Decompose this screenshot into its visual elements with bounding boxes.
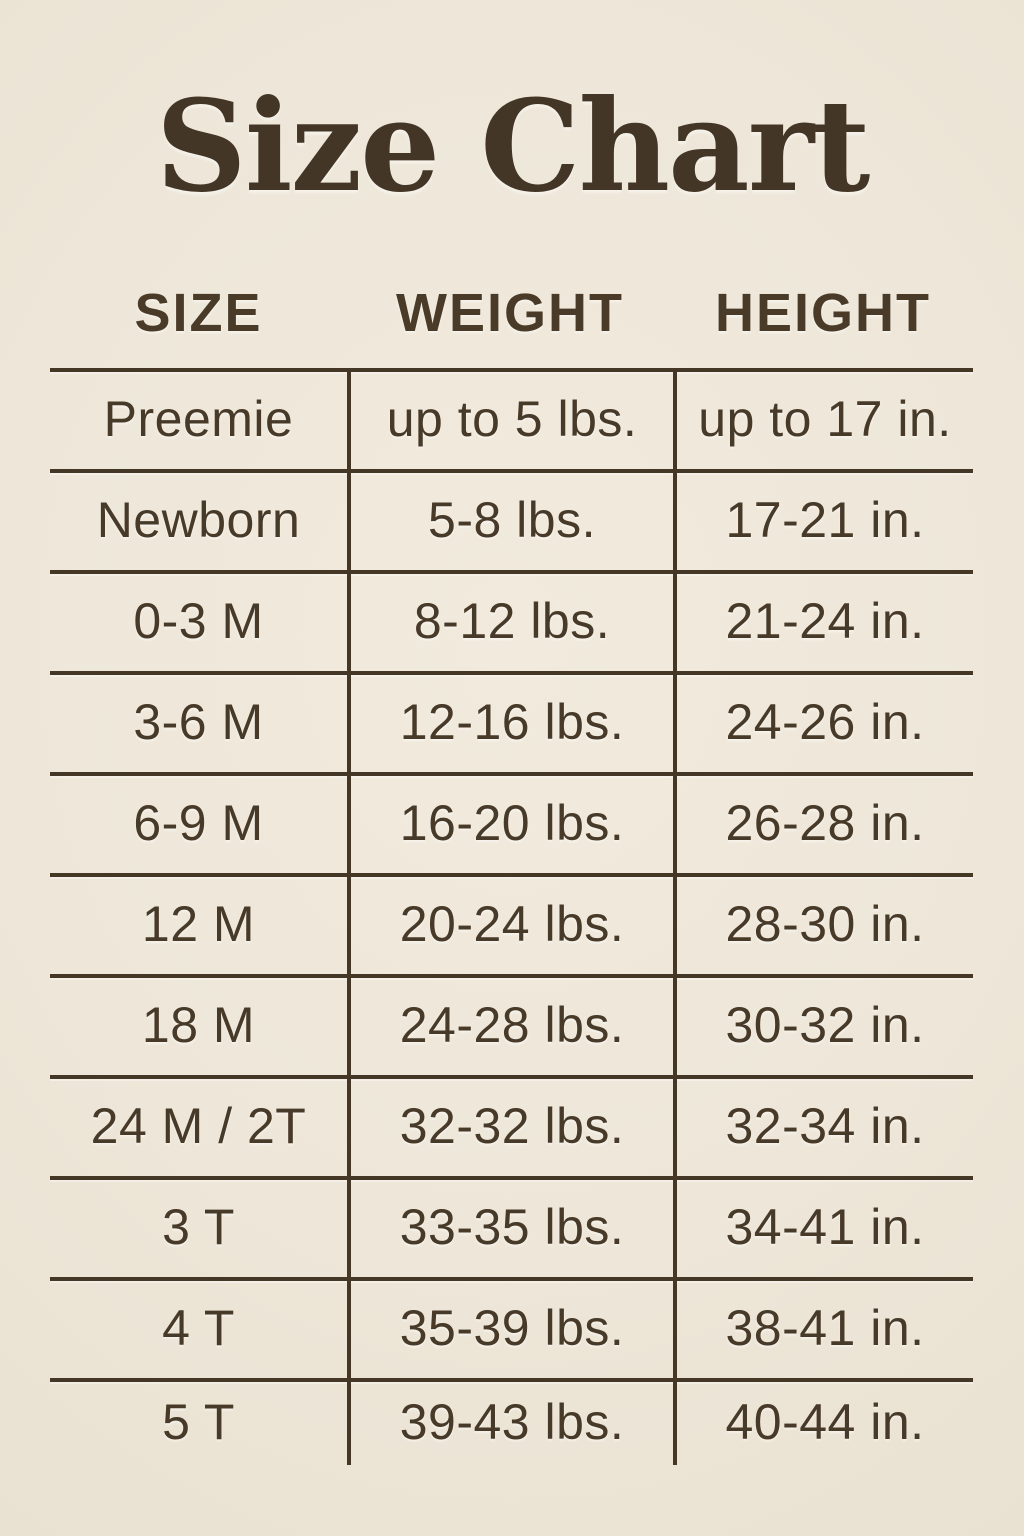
table-header-row xyxy=(50,282,973,344)
table-row xyxy=(50,1176,973,1277)
size-cell: 3-6 M xyxy=(133,693,264,750)
weight-cell: 39-43 lbs. xyxy=(347,1382,673,1465)
weight-cell: 32-32 lbs. xyxy=(347,1079,673,1176)
height-cell: 38-41 in. xyxy=(673,1281,973,1378)
table-row xyxy=(50,469,973,570)
size-cell: 18 M xyxy=(141,996,256,1053)
weight-cell: up to 5 lbs. xyxy=(347,372,673,469)
height-cell: up to 17 in. xyxy=(673,372,973,469)
table-row xyxy=(50,1277,973,1378)
weight-cell: 8-12 lbs. xyxy=(347,574,673,671)
size-cell: Newborn xyxy=(96,491,301,548)
page-title: Size Chart xyxy=(155,72,869,220)
height-cell: 21-24 in. xyxy=(673,574,973,671)
table-row xyxy=(50,873,973,974)
table-row xyxy=(50,671,973,772)
size-cell: 4 T xyxy=(162,1299,235,1356)
weight-cell: 24-28 lbs. xyxy=(347,978,673,1075)
height-cell: 30-32 in. xyxy=(673,978,973,1075)
weight-cell: 16-20 lbs. xyxy=(347,776,673,873)
weight-cell: 12-16 lbs. xyxy=(347,675,673,772)
height-cell: 32-34 in. xyxy=(673,1079,973,1176)
column-header-weight: WEIGHT xyxy=(396,283,624,343)
size-cell: 24 M / 2T xyxy=(90,1097,307,1154)
height-cell: 17-21 in. xyxy=(673,473,973,570)
table-row xyxy=(50,974,973,1075)
size-cell: 6-9 M xyxy=(133,794,264,851)
column-header-height: HEIGHT xyxy=(714,283,931,343)
height-cell: 26-28 in. xyxy=(673,776,973,873)
weight-cell: 33-35 lbs. xyxy=(347,1180,673,1277)
size-cell: 3 T xyxy=(162,1198,235,1255)
weight-cell: 20-24 lbs. xyxy=(347,877,673,974)
weight-cell: 5-8 lbs. xyxy=(347,473,673,570)
table-row xyxy=(50,772,973,873)
size-cell: 12 M xyxy=(141,895,256,952)
table-row xyxy=(50,570,973,671)
weight-cell: 35-39 lbs. xyxy=(347,1281,673,1378)
column-header-size: SIZE xyxy=(134,283,263,343)
table-row xyxy=(50,1075,973,1176)
table-row xyxy=(50,368,973,469)
height-cell: 24-26 in. xyxy=(673,675,973,772)
size-cell: 5 T xyxy=(162,1393,235,1450)
height-cell: 40-44 in. xyxy=(673,1382,973,1465)
height-cell: 28-30 in. xyxy=(673,877,973,974)
size-cell: Preemie xyxy=(103,390,294,447)
height-cell: 34-41 in. xyxy=(673,1180,973,1277)
table-row xyxy=(50,1378,973,1465)
size-table-body xyxy=(50,368,973,1465)
size-cell: 0-3 M xyxy=(133,592,264,649)
